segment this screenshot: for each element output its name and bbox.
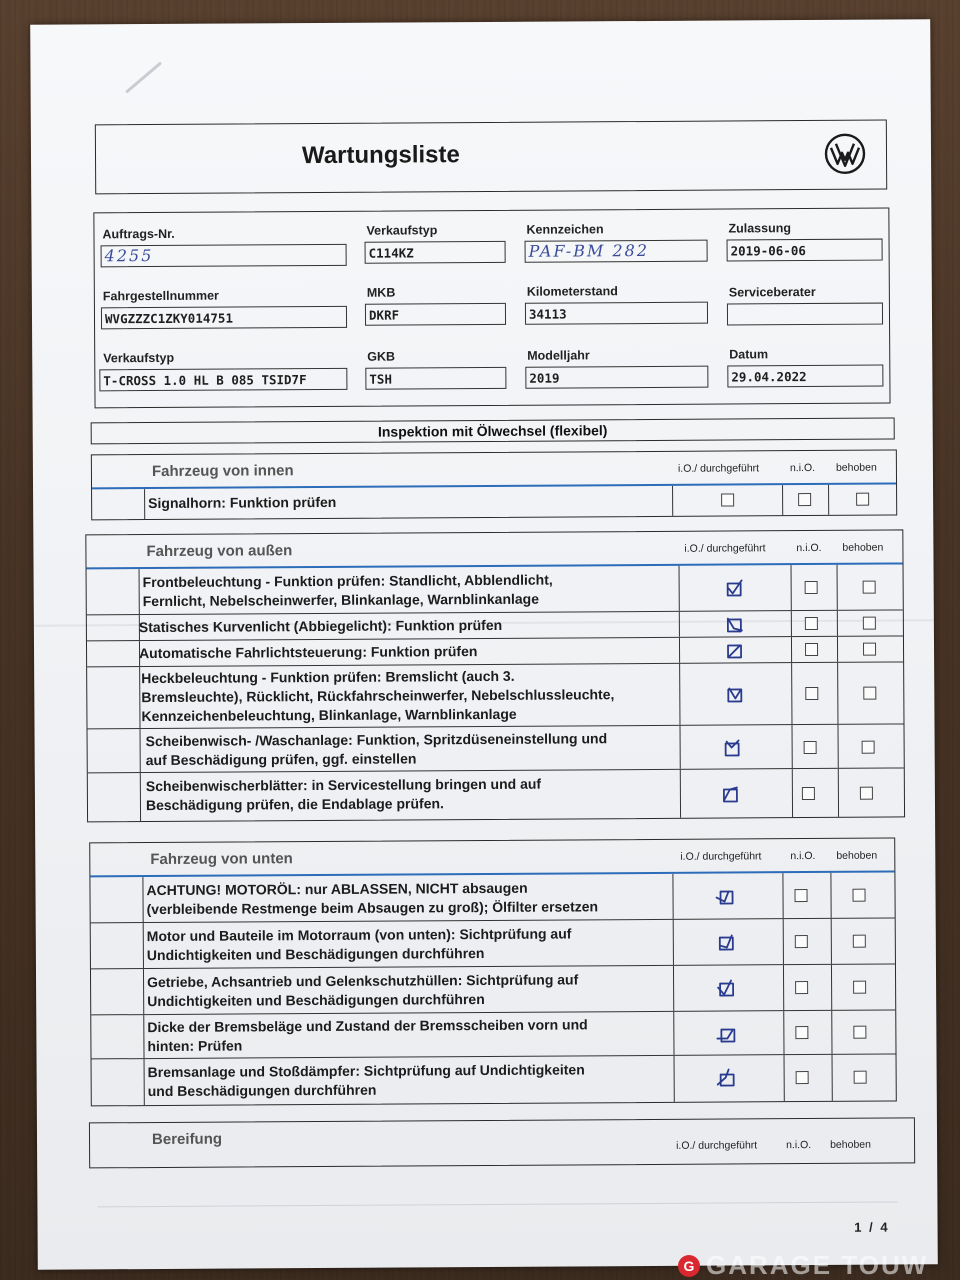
gkb-label: GKB — [367, 349, 396, 364]
check-mark-icon[interactable] — [715, 1023, 737, 1045]
check-mark-icon[interactable] — [715, 977, 737, 999]
model-value: T-CROSS 1.0 HL B 085 TSID7F — [99, 368, 347, 392]
inspection-type: Inspektion mit Ölwechsel (flexibel) — [91, 417, 895, 444]
row-text: Scheibenwisch- /Waschanlage: Funktion, Spritzdüseneinstellung und auf Beschädigung prüfen, ggf. einstellen — [145, 730, 608, 769]
col-behoben-label: behoben — [830, 1138, 871, 1151]
section-underbody — [89, 837, 897, 1106]
section-header — [90, 838, 894, 877]
checklist-row — [87, 662, 903, 729]
order-number-label: Auftrags-Nr. — [102, 226, 175, 242]
row-text: Statisches Kurvenlicht (Abbiegelicht): Funktion prüfen — [138, 616, 503, 636]
date-value: 29.04.2022 — [727, 365, 883, 388]
checkbox-nio[interactable] — [796, 1071, 809, 1084]
gkb-value: TSH — [365, 367, 506, 390]
checklist-row — [90, 872, 894, 923]
row-text: ACHTUNG! MOTORÖL: nur ABLASSEN, NICHT absaugen (verbleibende Restmenge beim Absaugen zu groß); Ölfilter ersetzen — [146, 879, 599, 918]
col-io-label: i.O./ durchgeführt — [680, 850, 762, 863]
row-text: Bremsanlage und Stoßdämpfer: Sichtprüfung auf Undichtigkeiten und Beschädigungen durchführen — [147, 1061, 585, 1100]
checkbox-nio[interactable] — [795, 981, 808, 994]
checklist-row — [91, 918, 895, 969]
col-nio-label: n.i.O. — [789, 461, 816, 475]
service-advisor-value — [727, 303, 883, 326]
checkbox-nio[interactable] — [798, 493, 811, 506]
checkbox-nio[interactable] — [805, 687, 818, 700]
section-interior — [91, 449, 897, 520]
checkbox-behoben[interactable] — [853, 981, 866, 994]
registration-label: Zulassung — [728, 221, 792, 236]
registration-value: 2019-06-06 — [727, 239, 883, 262]
model-label: Verkaufstyp — [103, 350, 175, 366]
col-io-label: i.O./ durchgeführt — [677, 462, 760, 475]
mileage-label: Kilometerstand — [526, 284, 618, 299]
row-text: Heckbeleuchtung - Funktion prüfen: Bremslicht (auch 3. Bremsleuchte), Rücklicht, Rückfahrscheinwerfer, Nebelschlussleuchte, Kennzeichenbeleuchtung, Blinkanlage, Warnblinkanlage — [141, 667, 615, 725]
model-year-label: Modelljahr — [527, 348, 590, 363]
row-text: Dicke der Bremsbeläge und Zustand der Bremsscheiben vorn und hinten: Prüfen — [147, 1016, 588, 1055]
col-behoben-label: behoben — [835, 461, 877, 474]
page-number: 1 / 4 — [854, 1219, 890, 1235]
page-title: Wartungsliste — [301, 141, 460, 170]
col-nio-label: n.i.O. — [790, 849, 816, 863]
checkbox-behoben[interactable] — [863, 617, 876, 630]
row-text: Motor und Bauteile im Motorraum (von unten): Sichtprüfung auf Undichtigkeiten und Beschädigungen durchführen — [146, 925, 572, 964]
vin-value: WVGZZZC1ZKY014751 — [101, 306, 347, 330]
sales-type-value: C114KZ — [365, 241, 506, 264]
checkbox-behoben[interactable] — [862, 741, 875, 754]
checkbox-nio[interactable] — [795, 935, 808, 948]
check-mark-icon[interactable] — [724, 577, 746, 599]
checkbox-behoben[interactable] — [853, 1026, 866, 1039]
section-title: Bereifung — [151, 1130, 223, 1149]
checkbox-io[interactable] — [721, 493, 734, 506]
col-nio-label: n.i.O. — [786, 1139, 812, 1152]
checkbox-behoben[interactable] — [852, 889, 865, 902]
row-text: Scheibenwischerblätter: in Servicestellung bringen und auf Beschädigung prüfen, die Endablage prüfen. — [145, 775, 542, 814]
license-plate-label: Kennzeichen — [526, 222, 604, 237]
checkbox-nio[interactable] — [805, 581, 818, 594]
checklist-row — [92, 1054, 896, 1105]
checkbox-behoben[interactable] — [863, 687, 876, 700]
checkbox-nio[interactable] — [795, 889, 808, 902]
check-mark-icon[interactable] — [722, 737, 744, 759]
checkbox-nio[interactable] — [802, 787, 815, 800]
section-tires — [89, 1117, 915, 1168]
checkbox-nio[interactable] — [805, 643, 818, 656]
checkbox-behoben[interactable] — [854, 1071, 867, 1084]
row-text: Frontbeleuchtung - Funktion prüfen: Standlicht, Abblendlicht, Fernlicht, Nebelscheinwerfer, Blinkanlage, Warnblinkanlage — [142, 571, 553, 610]
maintenance-sheet — [30, 19, 938, 1269]
check-mark-icon[interactable] — [720, 783, 742, 805]
vin-label: Fahrgestellnummer — [102, 288, 219, 304]
checklist-row — [92, 484, 896, 519]
check-mark-icon[interactable] — [724, 639, 746, 661]
col-behoben-label: behoben — [836, 849, 878, 862]
section-header — [90, 1118, 914, 1167]
col-behoben-label: behoben — [842, 541, 884, 554]
service-advisor-label: Serviceberater — [728, 284, 816, 300]
col-io-label: i.O./ durchgeführt — [676, 1139, 758, 1152]
checklist-row — [91, 1010, 895, 1059]
check-mark-icon[interactable] — [716, 1067, 738, 1089]
vw-logo-icon — [824, 133, 866, 175]
checklist-row — [87, 564, 903, 615]
check-mark-icon[interactable] — [724, 683, 746, 705]
checklist-row — [88, 768, 904, 821]
checkbox-behoben[interactable] — [853, 935, 866, 948]
license-plate-value: PAF-BM 282 — [525, 240, 708, 263]
section-header — [92, 450, 896, 489]
checkbox-behoben[interactable] — [856, 493, 869, 506]
row-text: Getriebe, Achsantrieb und Gelenkschutzhüllen: Sichtprüfung auf Undichtigkeiten und Beschädigungen durchführen — [147, 971, 579, 1010]
section-title: Fahrzeug von außen — [146, 542, 293, 561]
watermark: G GARAGE TOUW — [678, 1250, 928, 1278]
check-mark-icon[interactable] — [714, 885, 736, 907]
order-number-value: 4255 — [101, 244, 347, 268]
section-exterior — [85, 529, 905, 822]
section-title: Fahrzeug von innen — [151, 462, 294, 481]
staple — [125, 62, 162, 94]
section-title: Fahrzeug von unten — [150, 850, 293, 869]
checkbox-behoben[interactable] — [863, 581, 876, 594]
mkb-label: MKB — [366, 285, 396, 300]
model-year-value: 2019 — [525, 366, 708, 389]
mkb-value: DKRF — [365, 303, 506, 326]
mileage-value: 34113 — [525, 302, 708, 325]
checkbox-nio[interactable] — [804, 741, 817, 754]
col-io-label: i.O./ durchgeführt — [684, 542, 766, 555]
check-mark-icon[interactable] — [724, 613, 746, 635]
sales-type-label: Verkaufstyp — [366, 223, 438, 238]
checkbox-nio[interactable] — [795, 1026, 808, 1039]
vehicle-info-box — [93, 208, 890, 409]
checkbox-behoben[interactable] — [860, 787, 873, 800]
checkbox-behoben[interactable] — [863, 643, 876, 656]
checklist-row — [91, 964, 895, 1015]
check-mark-icon[interactable] — [715, 931, 737, 953]
section-header — [86, 530, 902, 569]
footer-divider — [97, 1201, 897, 1207]
row-text: Signalhorn: Funktion prüfen — [148, 493, 337, 512]
checklist-row — [88, 724, 904, 773]
title-box — [95, 120, 887, 195]
date-label: Datum — [729, 347, 769, 362]
col-nio-label: n.i.O. — [796, 541, 822, 555]
row-text: Automatische Fahrlichtsteuerung: Funktion prüfen — [138, 643, 478, 662]
checkbox-nio[interactable] — [805, 617, 818, 630]
garage-logo-icon: G — [678, 1255, 700, 1277]
